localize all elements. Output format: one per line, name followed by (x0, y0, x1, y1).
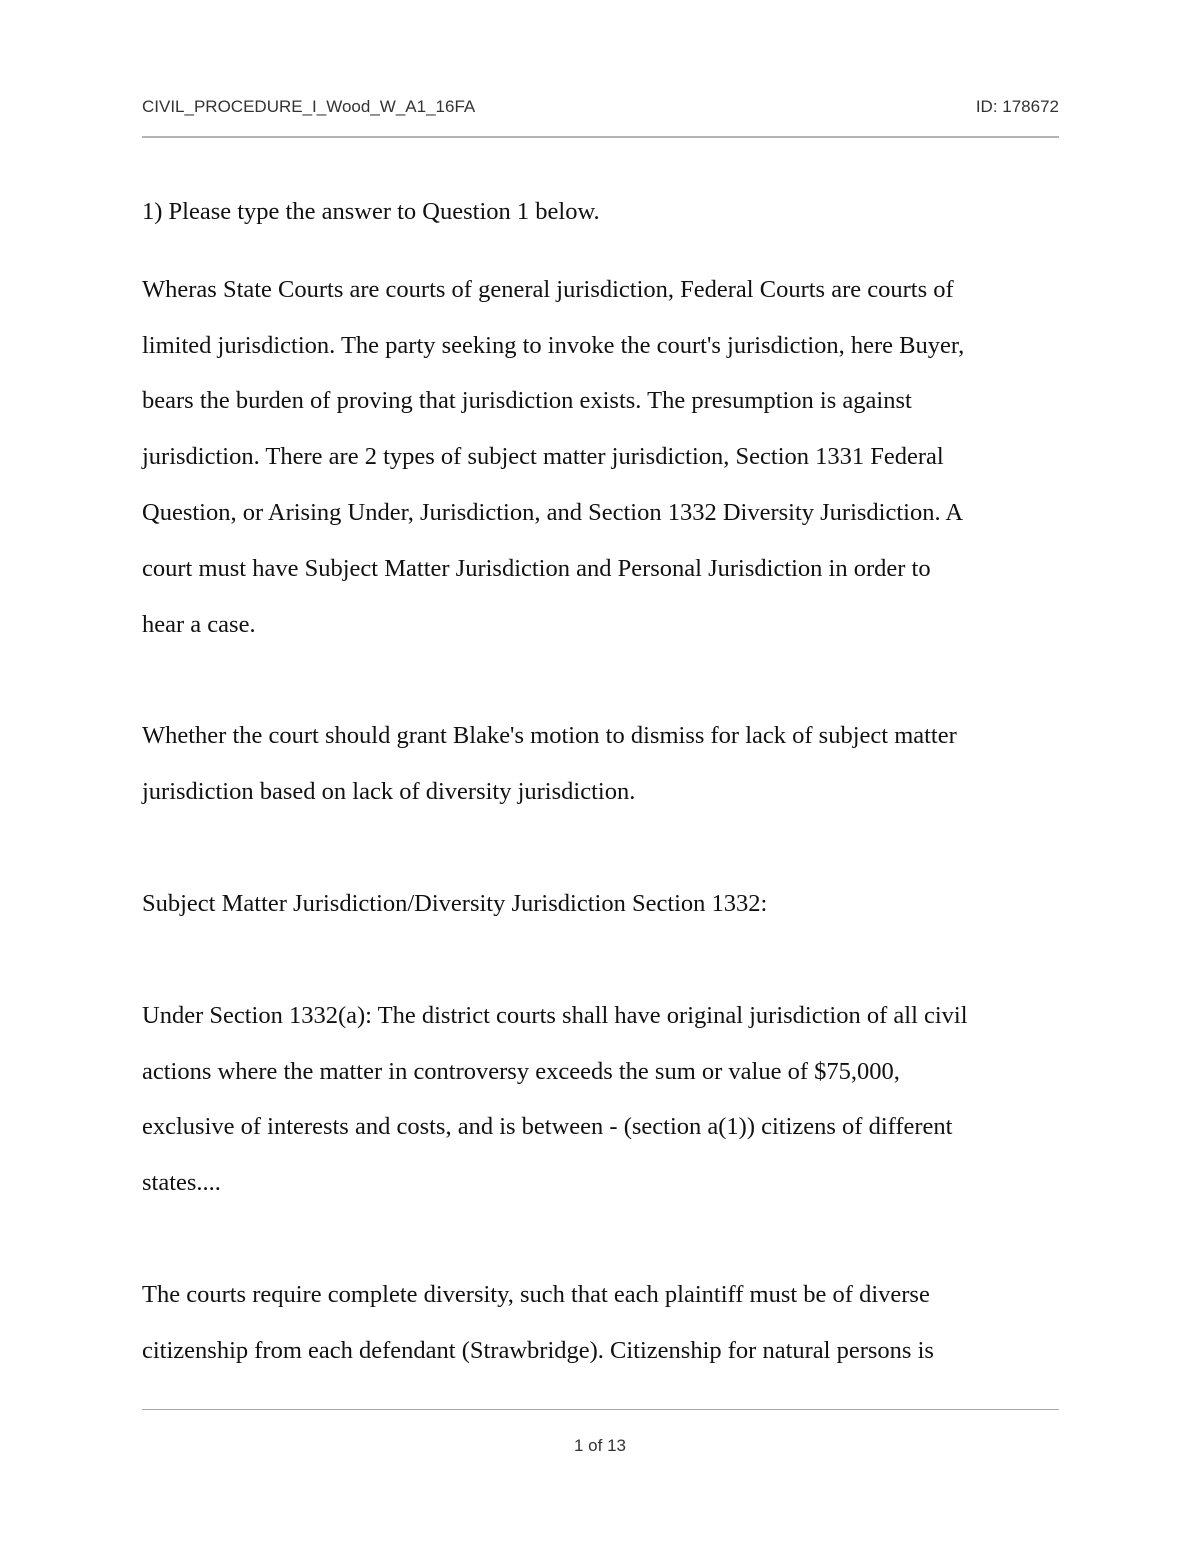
text-line: court must have Subject Matter Jurisdiction and Personal Jurisdiction in order to (142, 555, 931, 582)
text-line: Under Section 1332(a): The district courts shall have original jurisdiction of all civil (142, 1002, 968, 1029)
header-divider (142, 136, 1059, 138)
document-id: ID: 178672 (975, 97, 1059, 116)
section-heading: Subject Matter Jurisdiction/Diversity Jurisdiction Section 1332: (142, 890, 768, 917)
text-line: jurisdiction. There are 2 types of subject matter jurisdiction, Section 1331 Federal (142, 443, 944, 470)
document-name: CIVIL_PROCEDURE_I_Wood_W_A1_16FA (142, 97, 476, 116)
text-line: actions where the matter in controversy exceeds the sum or value of $75,000, (142, 1058, 900, 1085)
text-line: limited jurisdiction. The party seeking to invoke the court's jurisdiction, here Buyer, (142, 332, 965, 359)
page-header (142, 97, 1059, 125)
text-line: Question, or Arising Under, Jurisdiction, and Section 1332 Diversity Jurisdiction. A (142, 499, 964, 526)
text-line: hear a case. (142, 611, 256, 638)
text-line: Whether the court should grant Blake's motion to dismiss for lack of subject matter (142, 722, 957, 749)
text-line: The courts require complete diversity, such that each plaintiff must be of diverse (142, 1281, 930, 1308)
text-line: states.... (142, 1169, 221, 1196)
page-indicator: 1 of 13 (574, 1436, 626, 1455)
text-line: exclusive of interests and costs, and is between - (section a(1)) citizens of different (142, 1113, 953, 1140)
text-line: jurisdiction based on lack of diversity jurisdiction. (142, 778, 636, 805)
text-line: bears the burden of proving that jurisdiction exists. The presumption is against (142, 387, 912, 414)
text-line: citizenship from each defendant (Strawbridge). Citizenship for natural persons is (142, 1337, 934, 1364)
question-prompt: 1) Please type the answer to Question 1 below. (142, 198, 600, 225)
text-line: Wheras State Courts are courts of general jurisdiction, Federal Courts are courts of (142, 276, 954, 303)
footer-divider (142, 1409, 1059, 1410)
